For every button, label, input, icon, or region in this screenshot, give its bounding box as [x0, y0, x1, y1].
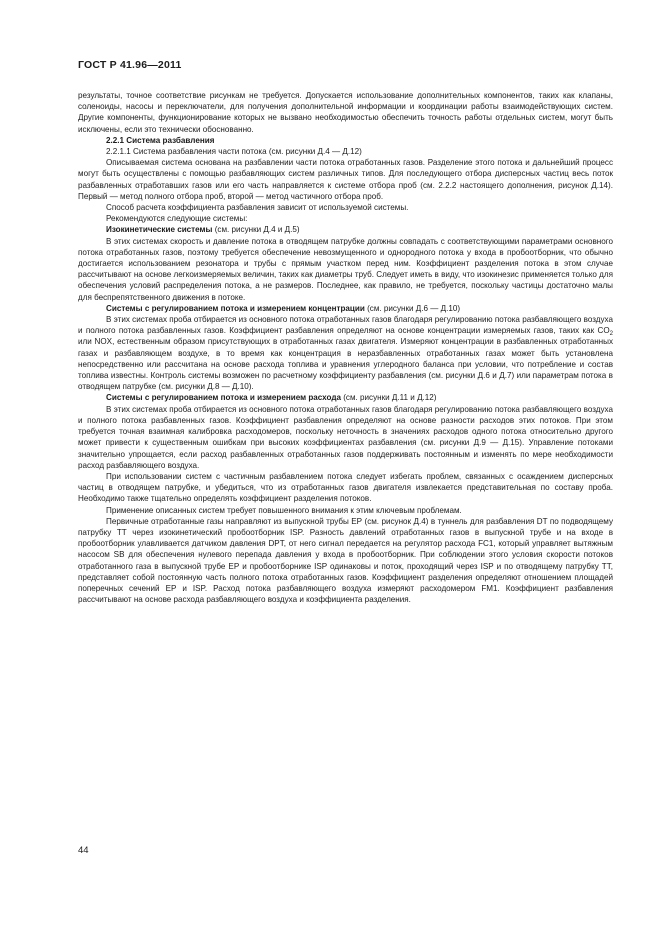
- flow-ref: (см. рисунки Д.11 и Д.12): [340, 393, 437, 403]
- heading-flow: [78, 392, 613, 403]
- paragraph-intro: результаты, точное соответствие рисункам не требуется. Допускается использование дополнительных компонентов, таких как клапаны, соленоиды, насосы и переключатели, для получения дополнительной информации и координации работы взаимодействующих систем. Другие компоненты, функционирование которых не вызвано необходимостью обеспечить точность работы отдельных систем, могут быть исключены, если это технически обоснованно.: [78, 91, 613, 134]
- paragraph-system-description: Описываемая система основана на разбавлении части потока отработанных газов. Разделение этого потока и дальнейший процесс могут быть осуществлены с помощью разбавляющих систем различных типов. Для последующего отбора дисперсных частиц весь поток разбавленных отработавших газов или его часть направляется к системе отбора проб (см. 2.2.2 настоящего дополнения, рисунок Д.14). Первый — метод полного отбора проб, второй — метод частичного отбора проб.: [78, 158, 613, 201]
- co2-subscript: 2: [609, 331, 613, 338]
- concentration-text-a: В этих системах проба отбирается из основного потока отработанных газов благодаря регулированию потока разбавляющего воздуха и полного потока разбавленных газов. Коэффициент разбавления определяют на основе концентрации измеряемых газов, таких как CO: [78, 315, 613, 336]
- paragraph-primary-gases: Первичные отработанные газы направляют из выпускной трубы ЕР (см. рисунок Д.4) в туннель для разбавления DT по подводящему патрубку ТТ через изокинетический пробоотборник ISP. Разность давлений отработанных газов в выпускной трубе и на входе в пробоотборник улавливается датчиком давления DPT, от него сигнал передается на регулятор расхода FC1, который управляет вытяжным насосом SB для обеспечения нулевого перепада давления у входа в пробоотборник. При соблюдении этого условия скорости потоков отработанного газа в выпускной трубе ЕР и пробоотборнике ISP одинаковы и поток, проходящий через ISP и по отводящему патрубку TT, представляет собой постоянную часть полного потока отработанных газов. Коэффициент разделения определяют отношением площадей поперечных сечений ЕР и ISP. Расход потока разбавляющего воздуха измеряют расходомером FM1. Коэффициент разбавления рассчитывают на основе расхода разбавляющего воздуха и коэффициента разделения.: [78, 516, 613, 605]
- subsection-2-2-1-1: 2.2.1.1 Система разбавления части потока (см. рисунки Д.4 — Д.12): [106, 147, 362, 157]
- paragraph-recommended: Рекомендуются следующие системы:: [106, 214, 248, 224]
- isokinetic-ref: (см. рисунки Д.4 и Д.5): [212, 225, 300, 235]
- isokinetic-title: Изокинетические системы: [106, 225, 213, 235]
- paragraph-flow: В этих системах проба отбирается из основного потока отработанных газов благодаря регулированию потока разбавляющего воздуха и полного потока разбавленных газов. Коэффициент разбавления определяют на основе разности расходов этих потоков. При этом требуется точная взаимная калибровка расходомеров, поскольку неточность в значениях расходов одного потока относительно другого может привести к существенным ошибкам при высоких коэффициентах разбавления (см. рисунки Д.9 — Д.15). Управление потоками значительно упрощается, если расход разбавленных отработанных газов поддерживать постоянным и изменять по мере необходимости расход разбавляющего воздуха.: [78, 404, 613, 470]
- paragraph-attention: Применение описанных систем требует повышенного внимания к этим ключевым проблемам.: [106, 505, 462, 515]
- paragraph-calc-method: Способ расчета коэффициента разбавления зависит от используемой системы.: [106, 203, 409, 213]
- paragraph-concentration: [78, 314, 613, 392]
- paragraph-partial-dilution: При использовании систем с частичным разбавлением потока следует избегать проблем, связанных с осаждением дисперсных частиц в отводящем патрубке, и убедиться, что из отработанных газов двигателя извлекается представительная по составу проба. Необходимо также тщательно определять коэффициент разделения потоков.: [78, 471, 613, 504]
- heading-concentration: [78, 303, 613, 314]
- concentration-text-b: или NOX, естественным образом присутствующих в отработанных газах двигателя. Измеряют концентрации в разбавленных отработанных газах и разбавляющем воздухе, в то время как концентрация в неразбавленных отработанных газах может быть установлена непосредственно или рассчитана на основе расхода топлива и уравнения углеродного баланса при условии, что потребление и состав топлива известны. Контроль системы возможен по расчетному коэффициенту разбавления (см. рисунки Д.6 и Д.7) или параметрам потока в отводящем патрубке (см. рисунки Д.8 — Д.10).: [78, 337, 613, 392]
- flow-title: Системы с регулированием потока и измерением расхода: [106, 393, 341, 403]
- document-body: [78, 90, 613, 605]
- section-heading-2-2-1: 2.2.1 Система разбавления: [106, 135, 215, 145]
- concentration-title: Системы с регулированием потока и измерением концентрации: [106, 303, 365, 313]
- page-number: 44: [78, 845, 89, 856]
- concentration-ref: (см. рисунки Д.6 — Д.10): [364, 303, 461, 313]
- heading-isokinetic: [78, 224, 613, 235]
- standard-header: ГОСТ Р 41.96—2011: [78, 59, 182, 71]
- paragraph-isokinetic: В этих системах скорость и давление потока в отводящем патрубке должны совпадать с соответствующими параметрами основного потока отработанных газов, поэтому требуется обеспечение невозмущенного и однородного потока у входа в пробоотборник, что обычно достигается использованием резонатора и трубы с прямым участком перед ним. Коэффициент разделения потока в этом случае рассчитывают на основе легкоизмеряемых величин, таких как диаметры труб. Следует иметь в виду, что изокинезис применяется только для обеспечения условий распределения потока, а не размеров. Последнее, как правило, не требуется, поскольку частицы достаточно малы для беспрепятственного движения в потоке.: [78, 236, 613, 302]
